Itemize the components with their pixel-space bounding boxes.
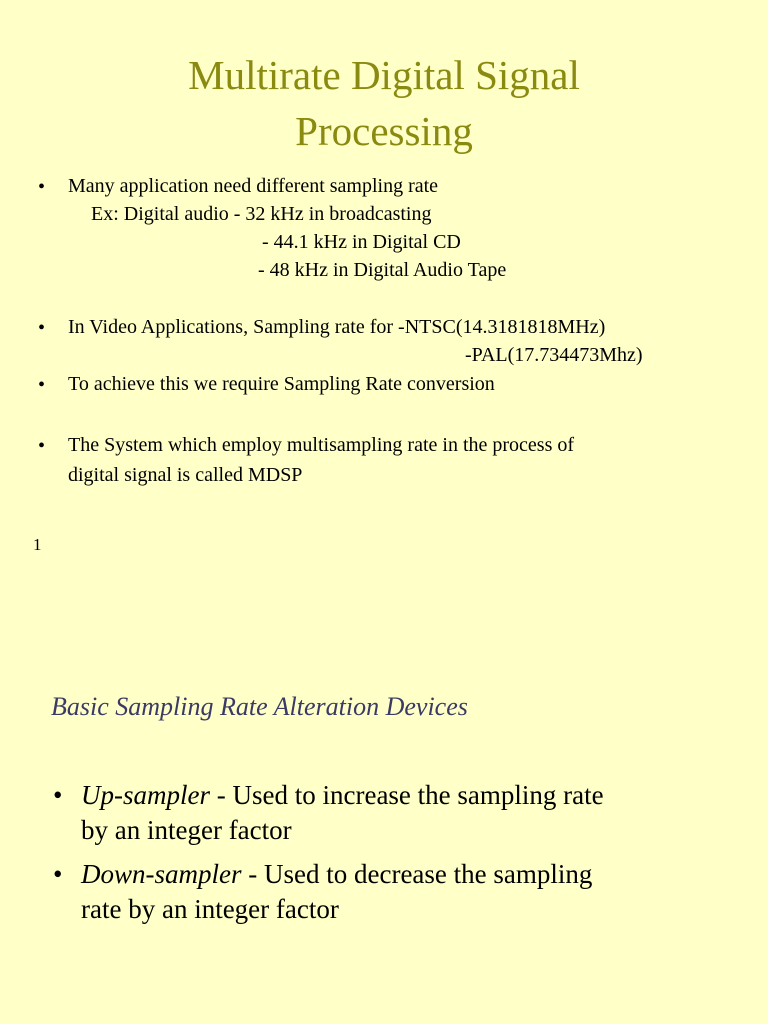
- downsampler-line1: [81, 857, 592, 891]
- slide-title-line2: Processing: [295, 108, 473, 154]
- bullet-marker: •: [38, 435, 46, 457]
- downsampler-term: Down-sampler: [81, 859, 242, 889]
- sub-pal: -PAL(17.734473Mhz): [465, 344, 643, 366]
- sub-digital-audio-tape: - 48 kHz in Digital Audio Tape: [258, 259, 507, 281]
- upsampler-line1: [81, 778, 604, 812]
- upsampler-description: - Used to increase the sampling rate: [210, 780, 604, 810]
- upsampler-line2: by an integer factor: [81, 815, 292, 845]
- bullet-mdsp-line2: digital signal is called MDSP: [68, 464, 303, 486]
- section-heading: Basic Sampling Rate Alteration Devices: [51, 692, 468, 721]
- bullet-marker: •: [38, 374, 46, 396]
- page-number: 1: [33, 535, 42, 554]
- sub-digital-audio: Ex: Digital audio - 32 kHz in broadcasting: [91, 203, 432, 225]
- bullet-mdsp-line1: The System which employ multisampling rate in the process of: [68, 434, 575, 456]
- bullet-rate-conversion: To achieve this we require Sampling Rate conversion: [68, 373, 495, 395]
- bullet-video-applications: In Video Applications, Sampling rate for -NTSC(14.3181818MHz): [68, 316, 606, 338]
- bullet-marker: •: [53, 780, 63, 810]
- bullet-marker: •: [38, 176, 46, 198]
- downsampler-line2: rate by an integer factor: [81, 894, 339, 924]
- bullet-marker: •: [53, 859, 63, 889]
- downsampler-description: - Used to decrease the sampling: [241, 859, 593, 889]
- sub-digital-cd: - 44.1 kHz in Digital CD: [262, 231, 461, 253]
- slide-title-line1: Multirate Digital Signal: [188, 52, 580, 98]
- upsampler-term: Up-sampler: [81, 780, 210, 810]
- bullet-sampling-rate: Many application need different sampling rate: [68, 175, 439, 197]
- bullet-marker: •: [38, 317, 46, 339]
